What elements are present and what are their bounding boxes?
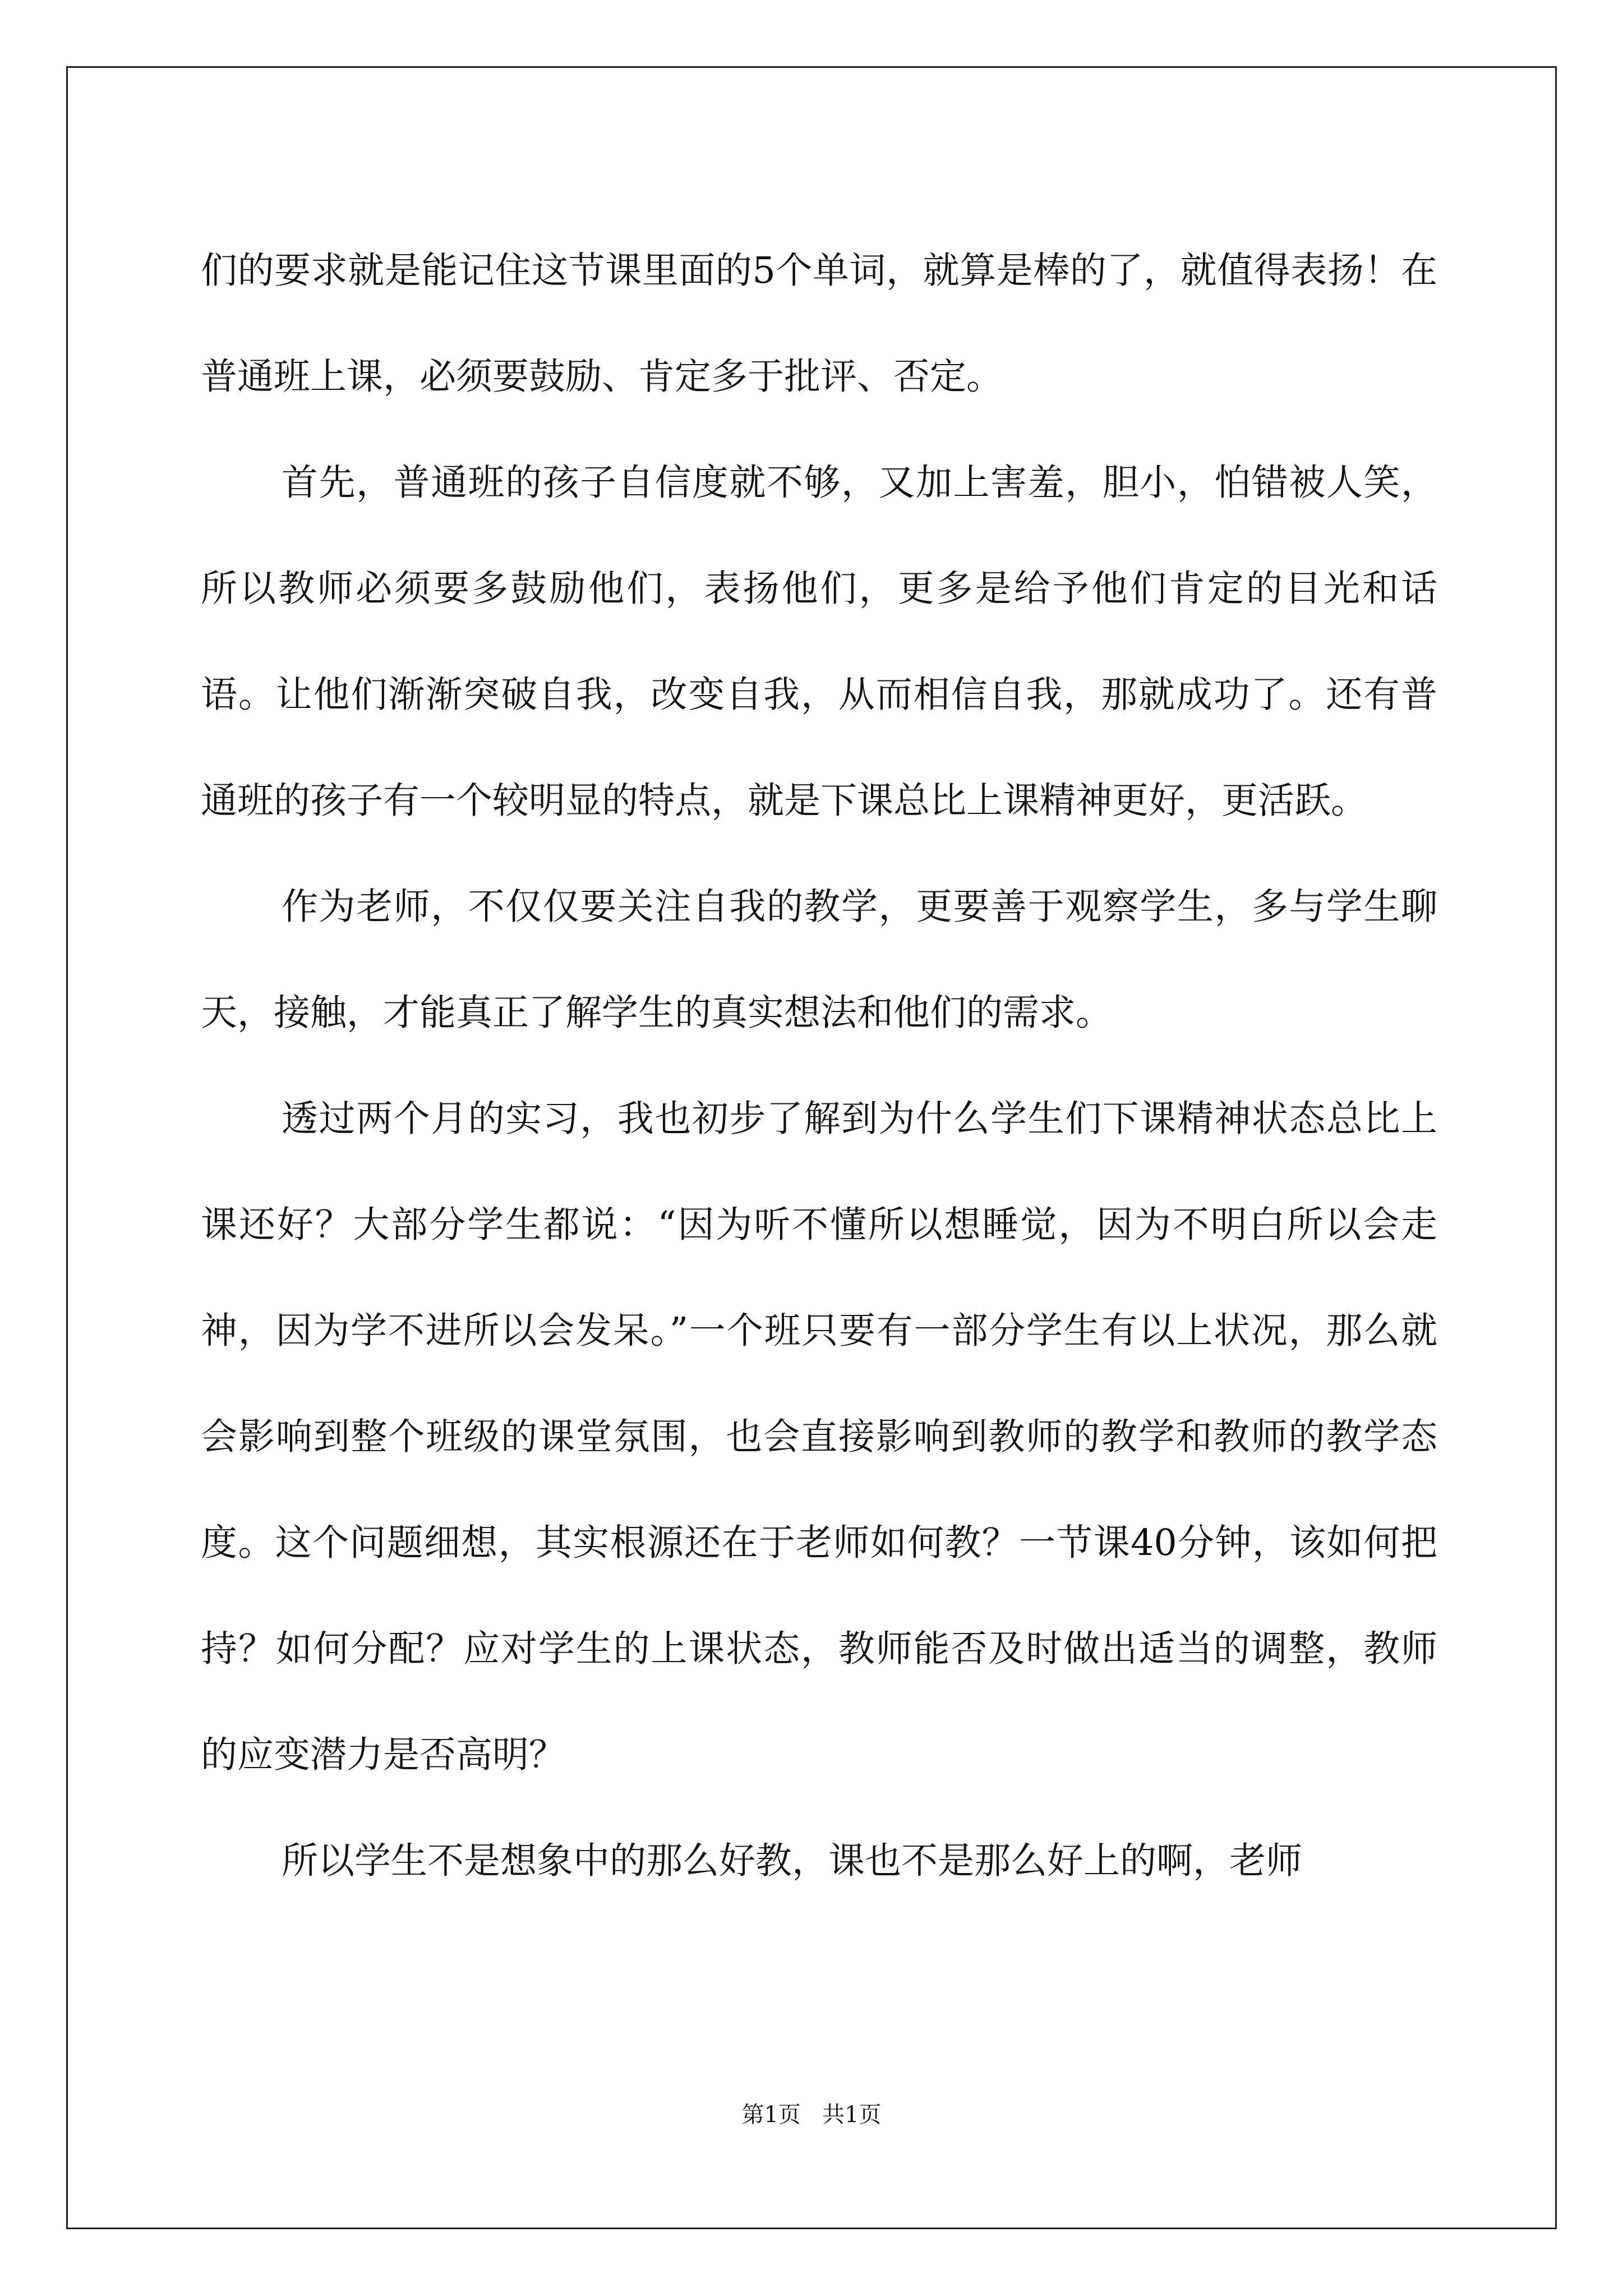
paragraph: 透过两个月的实习，我也初步了解到为什么学生们下课精神状态总比上课还好？大部分学生都说：“因为听不懂所以想睡觉，因为不明白所以会走神，因为学不进所以会发呆。”一个班只要有一部分学生有以上状况，那么就会影响到整个班级的课堂氛围，也会直接影响到教师的教学和教师的教学态度。这个问题细想，其实根源还在于老师如何教？一节课40分钟，该如何把持？如何分配？应对学生的上课状态，教师能否及时做出适当的调整，教师的应变潜力是否高明？	[201, 1098, 1437, 1776]
paragraph-continuation: 们的要求就是能记住这节课里面的5个单词，就算是棒的了，就值得表扬！在普通班上课，必须要鼓励、肯定多于批评、否定。	[201, 250, 1437, 398]
paragraph: 所以学生不是想象中的那么好教，课也不是那么好上的啊，老师	[282, 1840, 1303, 1882]
page-footer: 第1页 共1页	[741, 2102, 882, 2128]
paragraph: 作为老师，不仅仅要关注自我的教学，更要善于观察学生，多与学生聊天，接触，才能真正了解学生的真实想法和他们的需求。	[201, 886, 1437, 1034]
document-body	[201, 218, 1437, 1914]
paragraph: 首先，普通班的孩子自信度就不够，又加上害羞，胆小，怕错被人笑，所以教师必须要多鼓励他们，表扬他们，更多是给予他们肯定的目光和话语。让他们渐渐突破自我，改变自我，从而相信自我，那就成功了。还有普通班的孩子有一个较明显的特点，就是下课总比上课精神更好，更活跃。	[201, 462, 1437, 822]
